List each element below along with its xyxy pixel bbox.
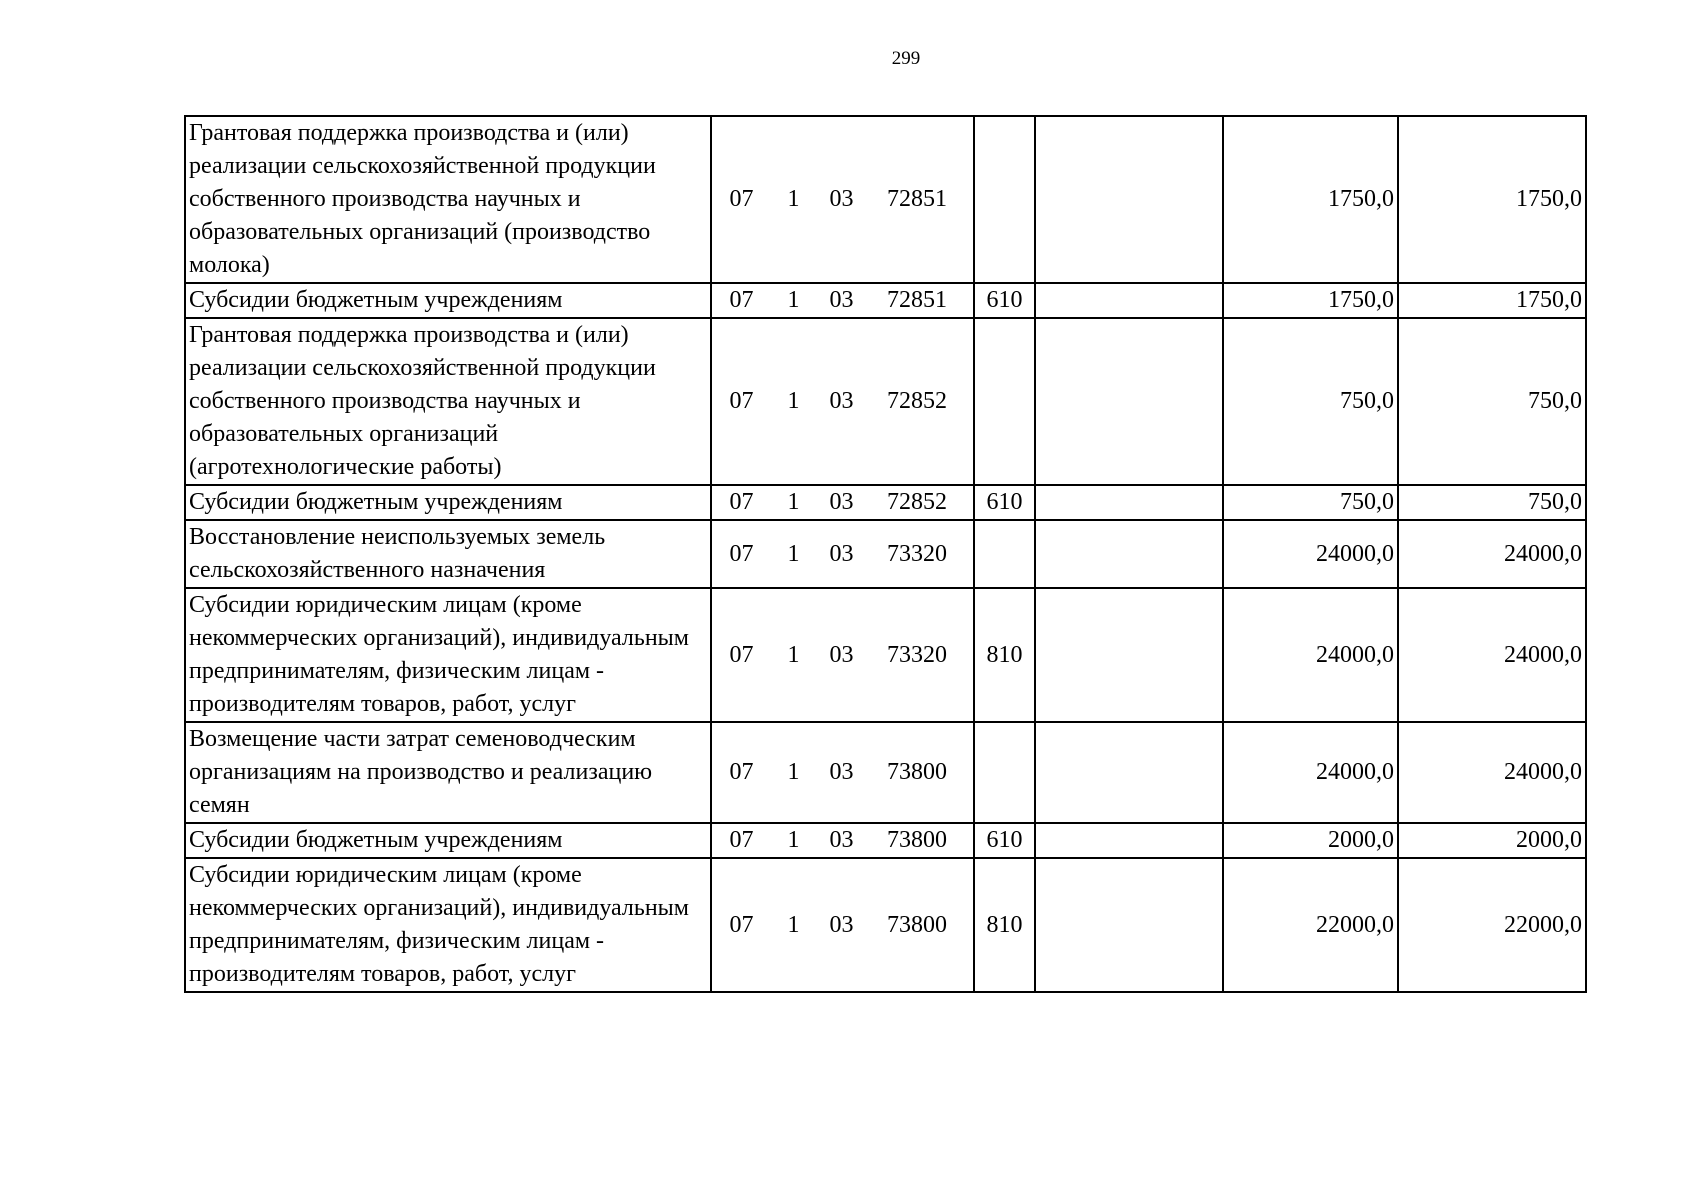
empty-cell — [1035, 520, 1223, 588]
subprogram-code: 03 — [829, 759, 854, 785]
amount-year-1: 1750,0 — [1223, 116, 1398, 283]
section-code: 07 — [729, 186, 754, 212]
program-code: 1 — [787, 827, 800, 853]
direction-code: 72852 — [887, 388, 948, 414]
row-codes — [711, 858, 974, 992]
row-codes — [711, 722, 974, 823]
row-name: Субсидии юридическим лицам (кроме некоммерческих организаций), индивидуальным предпринимателям, физическим лицам - производителям товаров, работ, услуг — [185, 588, 711, 722]
amount-year-2: 2000,0 — [1398, 823, 1586, 858]
amount-year-2: 1750,0 — [1398, 116, 1586, 283]
row-name: Субсидии бюджетным учреждениям — [185, 823, 711, 858]
table-row — [185, 722, 1586, 823]
expense-type-code — [974, 116, 1035, 283]
section-code: 07 — [729, 641, 754, 668]
subprogram-code: 03 — [829, 911, 854, 938]
empty-cell — [1035, 318, 1223, 485]
row-name: Грантовая поддержка производства и (или) реализации сельскохозяйственной продукции собственного производства научных и образовательных организаций (агротехнологические работы) — [185, 318, 711, 485]
amount-year-1: 22000,0 — [1223, 858, 1398, 992]
section-code: 07 — [729, 489, 754, 515]
empty-cell — [1035, 823, 1223, 858]
row-name: Субсидии бюджетным учреждениям — [185, 283, 711, 318]
empty-cell — [1035, 283, 1223, 318]
empty-cell — [1035, 116, 1223, 283]
row-codes — [711, 588, 974, 722]
amount-year-2: 750,0 — [1398, 485, 1586, 520]
expense-type-code — [974, 318, 1035, 485]
program-code: 1 — [787, 186, 800, 212]
direction-code: 73320 — [887, 641, 948, 668]
expense-type-code: 610 — [974, 283, 1035, 318]
expense-type-code — [974, 722, 1035, 823]
empty-cell — [1035, 485, 1223, 520]
row-codes — [711, 520, 974, 588]
amount-year-2: 24000,0 — [1398, 588, 1586, 722]
section-code: 07 — [729, 287, 754, 313]
page-number: 299 — [891, 48, 921, 69]
subprogram-code: 03 — [829, 540, 854, 567]
subprogram-code: 03 — [829, 388, 854, 414]
budget-table — [184, 115, 1587, 993]
empty-cell — [1035, 588, 1223, 722]
program-code: 1 — [787, 641, 800, 668]
amount-year-2: 750,0 — [1398, 318, 1586, 485]
expense-type-code — [974, 520, 1035, 588]
amount-year-1: 24000,0 — [1223, 722, 1398, 823]
section-code: 07 — [729, 911, 754, 938]
empty-cell — [1035, 858, 1223, 992]
direction-code: 73320 — [887, 540, 948, 567]
amount-year-1: 750,0 — [1223, 485, 1398, 520]
table-row — [185, 318, 1586, 485]
subprogram-code: 03 — [829, 287, 854, 313]
expense-type-code: 810 — [974, 858, 1035, 992]
row-name: Субсидии юридическим лицам (кроме некоммерческих организаций), индивидуальным предпринимателям, физическим лицам - производителям товаров, работ, услуг — [185, 858, 711, 992]
table-row — [185, 116, 1586, 283]
program-code: 1 — [787, 489, 800, 515]
expense-type-code: 610 — [974, 823, 1035, 858]
row-name: Субсидии бюджетным учреждениям — [185, 485, 711, 520]
amount-year-1: 2000,0 — [1223, 823, 1398, 858]
table-row — [185, 858, 1586, 992]
row-codes — [711, 318, 974, 485]
amount-year-1: 750,0 — [1223, 318, 1398, 485]
amount-year-2: 1750,0 — [1398, 283, 1586, 318]
section-code: 07 — [729, 540, 754, 567]
direction-code: 72851 — [887, 287, 948, 313]
direction-code: 72852 — [887, 489, 948, 515]
expense-type-code: 610 — [974, 485, 1035, 520]
direction-code: 73800 — [887, 911, 948, 938]
section-code: 07 — [729, 388, 754, 414]
row-codes — [711, 823, 974, 858]
empty-cell — [1035, 722, 1223, 823]
direction-code: 73800 — [887, 759, 948, 785]
program-code: 1 — [787, 759, 800, 785]
amount-year-1: 1750,0 — [1223, 283, 1398, 318]
row-name: Грантовая поддержка производства и (или) реализации сельскохозяйственной продукции собственного производства научных и образовательных организаций (производство молока) — [185, 116, 711, 283]
table-row — [185, 823, 1586, 858]
row-codes — [711, 485, 974, 520]
section-code: 07 — [729, 759, 754, 785]
expense-type-code: 810 — [974, 588, 1035, 722]
section-code: 07 — [729, 827, 754, 853]
subprogram-code: 03 — [829, 827, 854, 853]
program-code: 1 — [787, 540, 800, 567]
amount-year-2: 24000,0 — [1398, 520, 1586, 588]
subprogram-code: 03 — [829, 641, 854, 668]
table-row — [185, 485, 1586, 520]
subprogram-code: 03 — [829, 489, 854, 515]
program-code: 1 — [787, 287, 800, 313]
row-codes — [711, 116, 974, 283]
amount-year-2: 24000,0 — [1398, 722, 1586, 823]
row-name: Восстановление неиспользуемых земель сельскохозяйственного назначения — [185, 520, 711, 588]
direction-code: 72851 — [887, 186, 948, 212]
table-row — [185, 283, 1586, 318]
table-row — [185, 588, 1586, 722]
program-code: 1 — [787, 388, 800, 414]
row-name: Возмещение части затрат семеноводческим организациям на производство и реализацию семян — [185, 722, 711, 823]
direction-code: 73800 — [887, 827, 948, 853]
amount-year-1: 24000,0 — [1223, 588, 1398, 722]
program-code: 1 — [787, 911, 800, 938]
row-codes — [711, 283, 974, 318]
table-row — [185, 520, 1586, 588]
amount-year-2: 22000,0 — [1398, 858, 1586, 992]
amount-year-1: 24000,0 — [1223, 520, 1398, 588]
subprogram-code: 03 — [829, 186, 854, 212]
